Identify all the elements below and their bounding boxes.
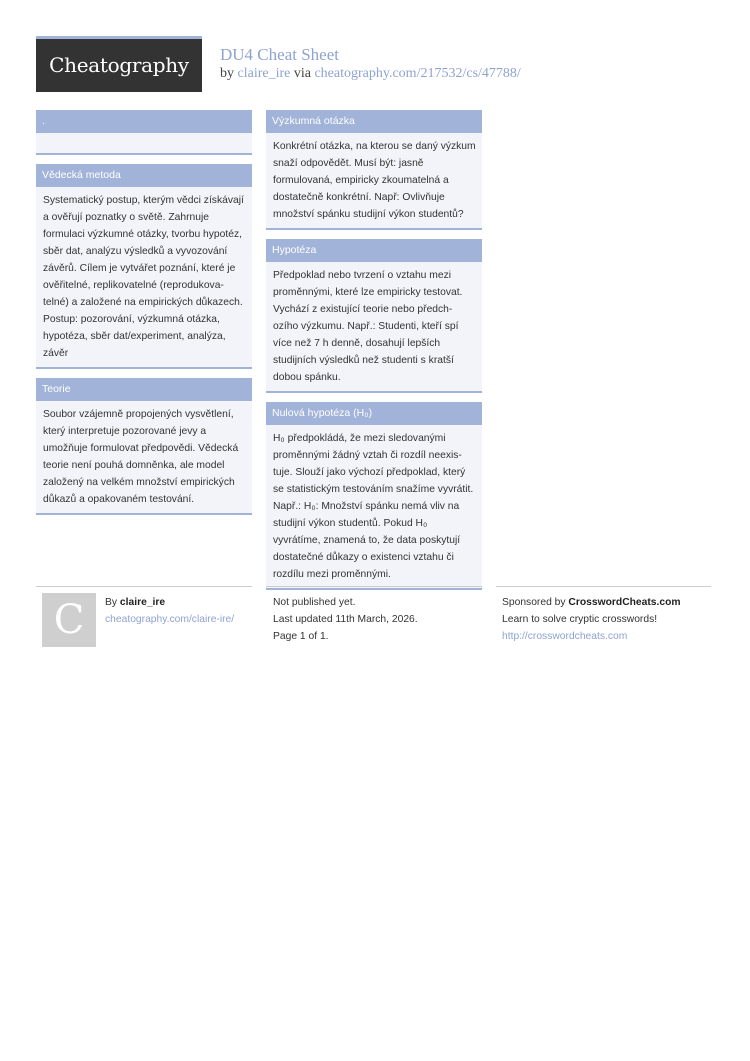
sponsor-name[interactable]: CrosswordCheats.com xyxy=(568,597,681,608)
byline xyxy=(220,66,521,82)
footer-divider xyxy=(496,586,711,587)
sponsor-url xyxy=(502,628,627,645)
box-body: Konkrétní otázka, na kterou se daný výzkum snaží odpovědět. Musí být: jasně formulovaná, empiricky zkoumatelná a dostatečně konkrétní. Např: Ovlivňuje množství spánku studijní výkon studentů? xyxy=(273,141,476,220)
box-hypoteza xyxy=(266,239,482,393)
avatar-letter: C xyxy=(53,597,85,643)
footer-author xyxy=(105,594,165,611)
box-nulova-hypoteza xyxy=(266,402,482,590)
box-heading: Výzkumná otázka xyxy=(266,110,482,133)
footer-by: By xyxy=(105,597,118,608)
box-body: Předpoklad nebo tvrzení o vztahu mezi proměnnými, které lze empiricky testovat. Vychází z existující teorie nebo předch-ozího výzkumu. Např.: Studenti, kteří spí více než 7 h denně, dosahují lepších studijních výsledků než studenti s kratší dobou spánku. xyxy=(273,270,463,383)
footer-divider xyxy=(36,586,252,587)
footer-divider xyxy=(266,586,482,587)
last-updated: Last updated 11th March, 2026. xyxy=(273,614,418,625)
page-number: Page 1 of 1. xyxy=(273,631,329,642)
published-status: Not published yet. xyxy=(273,597,356,608)
byline-via: via xyxy=(293,66,311,81)
column-2 xyxy=(266,110,482,599)
page-title: DU4 Cheat Sheet xyxy=(220,45,339,64)
author-link[interactable]: claire_ire xyxy=(237,66,291,81)
sponsor-link[interactable]: http://crosswordcheats.com xyxy=(502,631,628,642)
box-empty xyxy=(36,110,252,155)
box-body xyxy=(36,133,252,153)
box-vedecka-metoda xyxy=(36,164,252,369)
box-heading: Hypotéza xyxy=(266,239,482,262)
cheatography-logo[interactable] xyxy=(36,36,202,92)
sponsor-tagline: Learn to solve cryptic crosswords! xyxy=(502,614,658,625)
footer-author-name[interactable]: claire_ire xyxy=(119,597,166,608)
box-vyzkumna-otazka xyxy=(266,110,482,230)
box-body: Systematický postup, kterým vědci získávají a ověřují poznatky o světě. Zahrnuje formulaci výzkumné otázky, tvorbu hypotéz, sběr dat, analýzu výsledků a vyvozování závěrů. Cílem je vytvářet poznání, které je ověřitelné, replikovatelné (reprodukova-telné) a založené na empirických důkazech. Postup: pozorování, výzkumná otázka, hypotéza, sběr dat/experiment, analýza, závěr xyxy=(43,195,244,359)
box-heading: Nulová hypotéza (H₀) xyxy=(266,402,482,425)
box-body: H₀ předpokládá, že mezi sledovanými proměnnými žádný vztah či rozdíl neexis-tuje. Slouží jako výchozí předpoklad, který se statistickým testováním snažíme vyvrátit. Např.: H₀: Množství spánku nemá vliv na studijní výkon studentů. Pokud H₀ vyvrátíme, znamená to, že data poskytují dostatečné důkazy o existenci vztahu či rozdílu mezi proměnnými. xyxy=(273,433,474,580)
logo-text: Cheatography xyxy=(49,53,189,77)
byline-by: by xyxy=(220,66,234,81)
box-heading: Teorie xyxy=(36,378,252,401)
avatar[interactable] xyxy=(42,593,96,647)
box-teorie xyxy=(36,378,252,515)
column-1 xyxy=(36,110,252,524)
sponsored-by: Sponsored by xyxy=(502,597,566,608)
box-heading: Vědecká metoda xyxy=(36,164,252,187)
sheet-url-link[interactable]: cheatography.com/217532/cs/47788/ xyxy=(314,66,521,81)
sponsor-line xyxy=(502,594,681,611)
box-body: Soubor vzájemně propojených vysvětlení, který interpretuje pozorované jevy a umožňuje formulovat předpovědi. Vědecká teorie není pouhá domněnka, ale model založený na velkém množství empirických důkazů a opakovaném testování. xyxy=(43,409,239,505)
box-heading: . xyxy=(36,110,252,133)
author-profile-link[interactable]: cheatography.com/claire-ire/ xyxy=(105,614,235,625)
footer-author-url xyxy=(105,611,234,628)
